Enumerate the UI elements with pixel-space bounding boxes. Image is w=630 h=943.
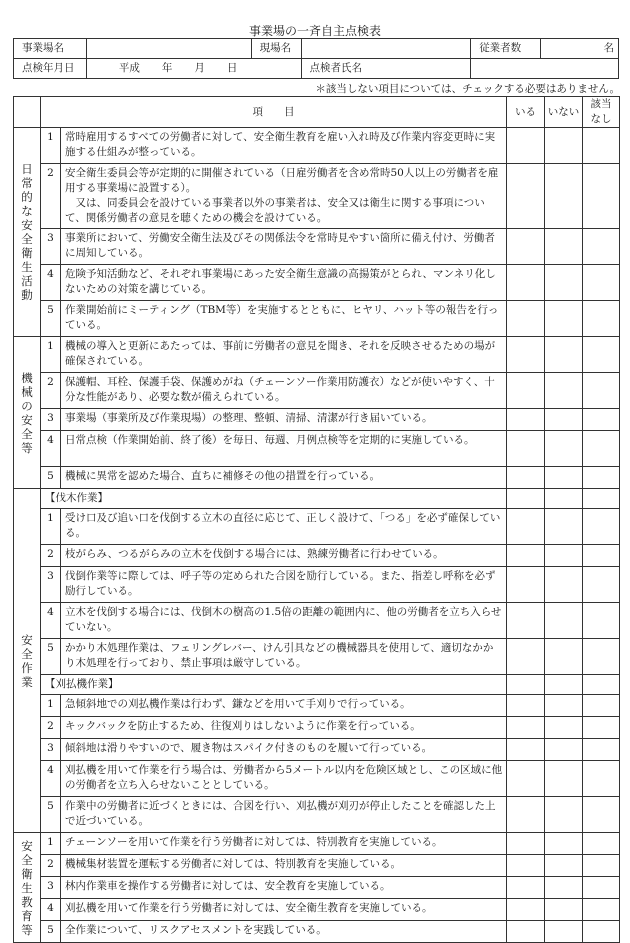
table-row <box>14 639 620 675</box>
workers-field[interactable] <box>541 39 619 59</box>
check-yes-cell[interactable] <box>507 797 545 833</box>
table-row <box>14 877 620 899</box>
check-no-cell[interactable] <box>545 164 583 229</box>
note-text: ＊該当しない項目については、チェックする必要はありません。 <box>315 83 620 95</box>
table-row <box>14 761 620 797</box>
check-na-cell[interactable] <box>583 229 620 265</box>
check-na-cell[interactable] <box>583 877 620 899</box>
item-text: 機械集材装置を運転する労働者に対しては、特別教育を実施している。 <box>61 855 507 877</box>
check-no-cell[interactable] <box>545 567 583 603</box>
check-no-cell[interactable] <box>545 409 583 431</box>
item-number: 1 <box>41 695 61 717</box>
table-row <box>14 899 620 921</box>
table-row <box>14 128 620 164</box>
check-no-cell[interactable] <box>545 431 583 467</box>
category-cell <box>14 337 41 489</box>
check-yes-cell[interactable] <box>507 265 545 301</box>
check-na-cell[interactable] <box>583 467 620 489</box>
item-text: 傾斜地は滑りやすいので、履き物はスパイク付きのものを履いて行っている。 <box>61 739 507 761</box>
check-no-cell[interactable] <box>545 467 583 489</box>
check-na-cell[interactable] <box>583 761 620 797</box>
subsection-row <box>14 489 620 509</box>
category-cell <box>14 489 41 833</box>
subsection-row <box>14 675 620 695</box>
check-no-cell[interactable] <box>545 301 583 337</box>
page-title: 事業場の一斉自主点検表 <box>248 24 381 38</box>
item-number: 3 <box>41 739 61 761</box>
item-number: 2 <box>41 164 61 229</box>
check-na-cell[interactable] <box>583 545 620 567</box>
item-text: 事業場（事業所及び作業現場）の整理、整頓、清掃、清潔が行き届いている。 <box>61 409 507 431</box>
check-yes-cell[interactable] <box>507 567 545 603</box>
check-no-cell[interactable] <box>545 739 583 761</box>
header-info-table <box>13 38 619 79</box>
category-label: 安 全 衛 生 教 育 等 <box>21 838 33 937</box>
check-na-cell[interactable] <box>583 301 620 337</box>
check-yes-cell[interactable] <box>507 717 545 739</box>
item-text: 機械に異常を認めた場合、直ちに補修その他の措置を行っている。 <box>61 467 507 489</box>
table-row <box>14 855 620 877</box>
check-no-cell[interactable] <box>545 337 583 373</box>
header-yes: いる <box>507 97 545 128</box>
category-cell <box>14 833 41 943</box>
table-row <box>14 164 620 229</box>
check-no-cell[interactable] <box>545 855 583 877</box>
item-text: 刈払機を用いて作業を行う場合は、労働者から5メートル以内を危険区域とし、この区域に他の労働者を立ち入らせないこととしている。 <box>61 761 507 797</box>
date-label: 点検年月日 <box>14 59 87 79</box>
item-number: 2 <box>41 717 61 739</box>
item-number: 2 <box>41 545 61 567</box>
check-no-cell[interactable] <box>545 229 583 265</box>
check-na-cell[interactable] <box>583 164 620 229</box>
item-number: 3 <box>41 229 61 265</box>
item-number: 5 <box>41 301 61 337</box>
table-row <box>14 265 620 301</box>
check-yes-cell[interactable] <box>507 695 545 717</box>
check-no-cell[interactable] <box>545 675 583 695</box>
item-number: 1 <box>41 509 61 545</box>
check-na-cell[interactable] <box>583 797 620 833</box>
table-row <box>14 229 620 265</box>
item-number: 3 <box>41 409 61 431</box>
check-no-cell[interactable] <box>545 695 583 717</box>
item-number: 2 <box>41 373 61 409</box>
item-text: 作業中の労働者に近づくときには、合図を行い、刈払機が刈刃が停止したことを確認した上で近づいている。 <box>61 797 507 833</box>
item-text: 保護帽、耳栓、保護手袋、保護めがね（チェーンソー作業用防護衣）などが使いやすく、十分な性能があり、必要な数が備えられている。 <box>61 373 507 409</box>
check-na-cell[interactable] <box>583 855 620 877</box>
table-row <box>14 739 620 761</box>
item-number: 5 <box>41 797 61 833</box>
check-no-cell[interactable] <box>545 921 583 943</box>
table-row <box>14 337 620 373</box>
category-label: 機 械 の 安 全 等 <box>21 370 33 455</box>
site-name-field[interactable] <box>86 39 251 59</box>
check-yes-cell[interactable] <box>507 489 545 509</box>
item-number: 5 <box>41 639 61 675</box>
check-na-cell[interactable] <box>583 509 620 545</box>
category-cell <box>14 128 41 337</box>
check-yes-cell[interactable] <box>507 373 545 409</box>
check-yes-cell[interactable] <box>507 545 545 567</box>
item-text: 林内作業車を操作する労働者に対しては、安全教育を実施している。 <box>61 877 507 899</box>
category-label: 安 全 作 業 <box>21 632 33 689</box>
check-yes-cell[interactable] <box>507 855 545 877</box>
check-yes-cell[interactable] <box>507 467 545 489</box>
check-yes-cell[interactable] <box>507 675 545 695</box>
check-yes-cell[interactable] <box>507 301 545 337</box>
table-row <box>14 545 620 567</box>
header-na-line2: なし <box>590 113 612 125</box>
item-text: かかり木処理作業は、フェリングレバー、けん引具などの機械器具を使用して、適切なかかり木処理を行っており、禁止事項は厳守している。 <box>61 639 507 675</box>
table-row <box>14 467 620 489</box>
check-no-cell[interactable] <box>545 509 583 545</box>
check-yes-cell[interactable] <box>507 761 545 797</box>
item-number: 1 <box>41 833 61 855</box>
check-na-cell[interactable] <box>583 739 620 761</box>
item-text: 日常点検（作業開始前、終了後）を毎日、毎週、月例点検等を定期的に実施している。 <box>61 431 507 467</box>
date-month-unit: 月 <box>194 62 205 74</box>
check-no-cell[interactable] <box>545 717 583 739</box>
check-yes-cell[interactable] <box>507 337 545 373</box>
check-yes-cell[interactable] <box>507 229 545 265</box>
item-text: 受け口及び追い口を伐倒する立木の直径に応じて、正しく設けて、「つる」を必ず確保している。 <box>61 509 507 545</box>
subsection-heading: 【伐木作業】 <box>41 489 507 509</box>
check-na-cell[interactable] <box>583 921 620 943</box>
item-number: 1 <box>41 337 61 373</box>
item-text: チェーンソーを用いて作業を行う労働者に対しては、特別教育を実施している。 <box>61 833 507 855</box>
check-no-cell[interactable] <box>545 128 583 164</box>
check-no-cell[interactable] <box>545 545 583 567</box>
inspector-field[interactable] <box>471 59 619 79</box>
item-number: 3 <box>41 567 61 603</box>
check-yes-cell[interactable] <box>507 128 545 164</box>
check-na-cell[interactable] <box>583 337 620 373</box>
check-no-cell[interactable] <box>545 639 583 675</box>
check-na-cell[interactable] <box>583 899 620 921</box>
item-text: 急傾斜地での刈払機作業は行わず、鎌などを用いて手刈りで行っている。 <box>61 695 507 717</box>
item-text: 作業開始前にミーティング（TBM等）を実施するとともに、ヒヤリ、ハット等の報告を行っている。 <box>61 301 507 337</box>
item-number: 1 <box>41 128 61 164</box>
header-item: 項 目 <box>41 97 507 128</box>
check-na-cell[interactable] <box>583 431 620 467</box>
check-yes-cell[interactable] <box>507 509 545 545</box>
item-number: 5 <box>41 467 61 489</box>
item-text: 危険予知活動など、それぞれ事業場にあった安全衛生意識の高揚策がとられ、マンネリ化しないための対策を講じている。 <box>61 265 507 301</box>
table-row <box>14 695 620 717</box>
item-text: 伐倒作業等に際しては、呼子等の定められた合図を励行している。また、指差し呼称を必ず励行している。 <box>61 567 507 603</box>
place-name-field[interactable] <box>301 39 471 59</box>
check-no-cell[interactable] <box>545 265 583 301</box>
item-text: 機械の導入と更新にあたっては、事前に労働者の意見を聞き、それを反映させるための場が確保されている。 <box>61 337 507 373</box>
place-name-label: 現場名 <box>251 39 301 59</box>
table-row <box>14 301 620 337</box>
check-yes-cell[interactable] <box>507 739 545 761</box>
check-na-cell[interactable] <box>583 567 620 603</box>
table-row <box>14 431 620 467</box>
check-no-cell[interactable] <box>545 899 583 921</box>
check-na-cell[interactable] <box>583 265 620 301</box>
inspector-label: 点検者氏名 <box>301 59 471 79</box>
table-row <box>14 603 620 639</box>
check-yes-cell[interactable] <box>507 899 545 921</box>
check-yes-cell[interactable] <box>507 833 545 855</box>
table-row <box>14 567 620 603</box>
check-na-cell[interactable] <box>583 373 620 409</box>
check-no-cell[interactable] <box>545 489 583 509</box>
date-field[interactable] <box>86 59 301 79</box>
check-no-cell[interactable] <box>545 603 583 639</box>
check-no-cell[interactable] <box>545 877 583 899</box>
table-row <box>14 833 620 855</box>
header-na-line1: 該当 <box>590 98 612 110</box>
item-number: 4 <box>41 431 61 467</box>
check-yes-cell[interactable] <box>507 639 545 675</box>
check-na-cell[interactable] <box>583 717 620 739</box>
date-year-unit: 年 <box>161 62 173 74</box>
table-row <box>14 797 620 833</box>
item-number: 5 <box>41 921 61 943</box>
item-text: 枝がらみ、つるがらみの立木を伐倒する場合には、熟練労働者に行わせている。 <box>61 545 507 567</box>
item-text: 刈払機を用いて作業を行う労働者に対しては、安全衛生教育を実施している。 <box>61 899 507 921</box>
check-na-cell[interactable] <box>583 833 620 855</box>
item-text: 安全衛生委員会等が定期的に開催されている（日雇労働者を含め常時50人以上の労働者を雇用する事業場に設置する）。 又は、同委員会を設けている事業者以外の事業者は、安全又は衛生に関する事項について、関係労働者の意見を聴くための機会を設けている。 <box>61 164 507 229</box>
check-na-cell[interactable] <box>583 409 620 431</box>
check-na-cell[interactable] <box>583 603 620 639</box>
item-number: 2 <box>41 855 61 877</box>
header-na <box>583 97 620 128</box>
check-yes-cell[interactable] <box>507 164 545 229</box>
header-blank <box>14 97 41 128</box>
item-text: 全作業について、リスクアセスメントを実践している。 <box>61 921 507 943</box>
item-text: 常時雇用するすべての労働者に対して、安全衛生教育を雇い入れ時及び作業内容変更時に実施する仕組みが整っている。 <box>61 128 507 164</box>
item-text: キックバックを防止するため、往復刈りはしないように作業を行っている。 <box>61 717 507 739</box>
check-yes-cell[interactable] <box>507 877 545 899</box>
check-yes-cell[interactable] <box>507 603 545 639</box>
item-number: 3 <box>41 877 61 899</box>
check-na-cell[interactable] <box>583 489 620 509</box>
check-yes-cell[interactable] <box>507 921 545 943</box>
category-label: 日 常 的 な 安 全 衛 生 活 動 <box>21 162 33 302</box>
workers-label: 従業者数 <box>471 39 541 59</box>
check-na-cell[interactable] <box>583 695 620 717</box>
table-row <box>14 409 620 431</box>
site-name-label: 事業場名 <box>14 39 87 59</box>
check-no-cell[interactable] <box>545 373 583 409</box>
table-row <box>14 921 620 943</box>
table-row <box>14 509 620 545</box>
item-number: 4 <box>41 761 61 797</box>
check-no-cell[interactable] <box>545 797 583 833</box>
header-no: いない <box>545 97 583 128</box>
check-yes-cell[interactable] <box>507 409 545 431</box>
check-no-cell[interactable] <box>545 761 583 797</box>
item-text: 立木を伐倒する場合には、伐倒木の樹高の1.5倍の距離の範囲内に、他の労働者を立ち入らせていない。 <box>61 603 507 639</box>
date-day-unit: 日 <box>226 62 238 74</box>
check-na-cell[interactable] <box>583 639 620 675</box>
item-number: 4 <box>41 603 61 639</box>
item-text: 事業所において、労働安全衛生法及びその関係法令を常時見やすい箇所に備え付け、労働者に周知している。 <box>61 229 507 265</box>
item-number: 4 <box>41 265 61 301</box>
item-number: 4 <box>41 899 61 921</box>
table-row <box>14 373 620 409</box>
date-era: 平成 <box>118 62 140 74</box>
check-na-cell[interactable] <box>583 675 620 695</box>
subsection-heading: 【刈払機作業】 <box>41 675 507 695</box>
check-yes-cell[interactable] <box>507 431 545 467</box>
check-no-cell[interactable] <box>545 833 583 855</box>
table-row <box>14 717 620 739</box>
check-na-cell[interactable] <box>583 128 620 164</box>
workers-unit: 名 <box>603 42 614 54</box>
checklist-table <box>13 96 620 943</box>
